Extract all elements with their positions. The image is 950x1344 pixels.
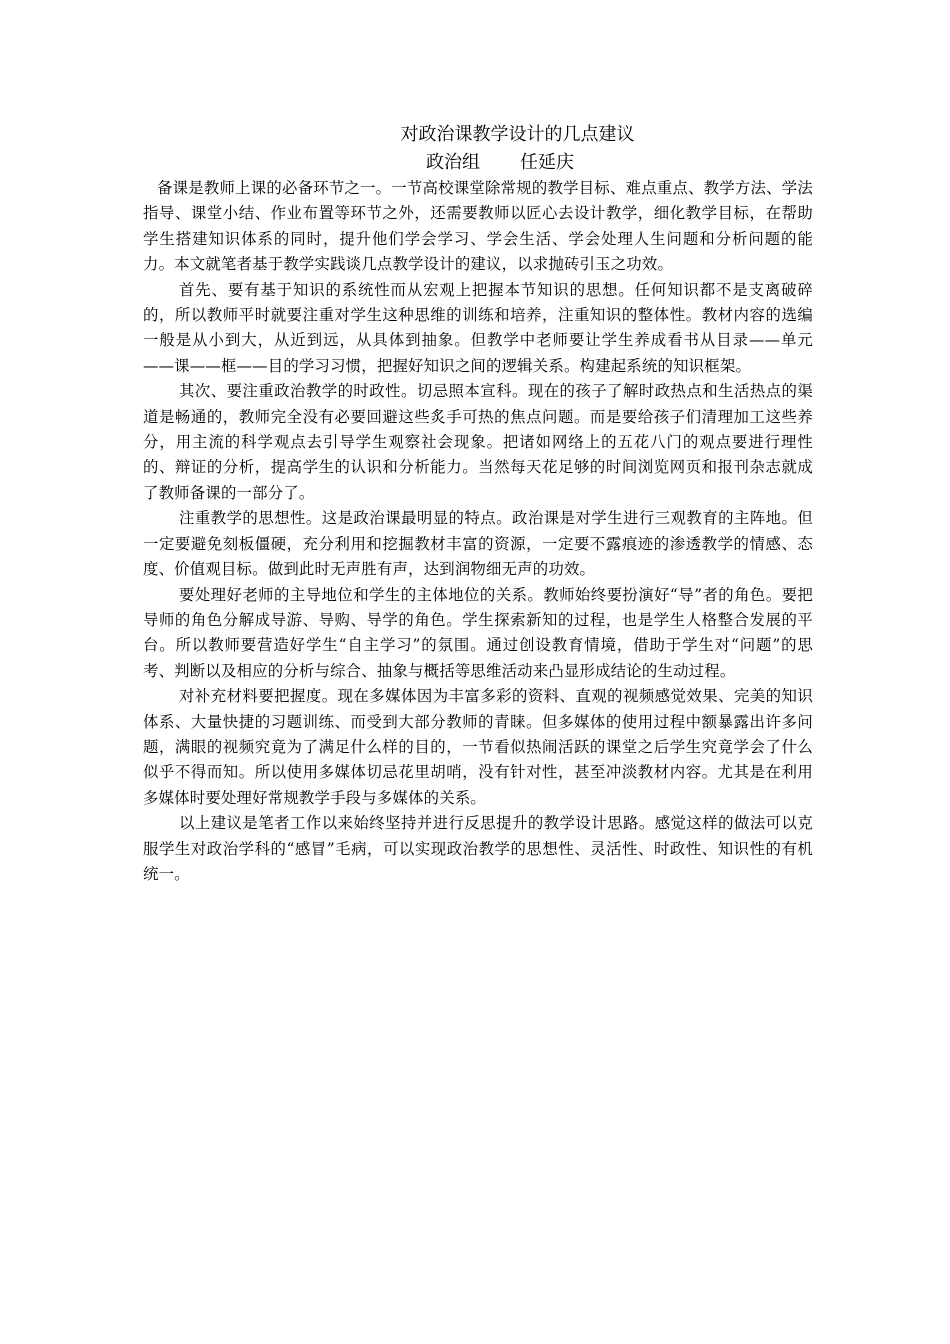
document-title: 对政治课教学设计的几点建议 bbox=[400, 124, 635, 145]
author-name: 任延庆 bbox=[520, 152, 574, 173]
paragraph-intro: 备课是教师上课的必备环节之一。一节高校课堂除常规的教学目标、难点重点、教学方法、学法指导、课堂小结、作业布置等环节之外，还需要教师以匠心去设计教学，细化教学目标，在帮助学生搭建知识体系的同时，提升他们学会学习、学会生活、学会处理人生问题和分析问题的能力。本文就笔者基于教学实践谈几点教学设计的建议，以求抛砖引玉之功效。 bbox=[143, 179, 813, 274]
paragraph-ideological: 注重教学的思想性。这是政治课最明显的特点。政治课是对学生进行三观教育的主阵地。但一定要避免刻板僵硬，充分利用和挖掘教材丰富的资源，一定要不露痕迹的渗透教学的情感、态度、价值观目标。做到此时无声胜有声，达到润物细无声的功效。 bbox=[143, 509, 813, 579]
paragraph-supplementary-material: 对补充材料要把握度。现在多媒体因为丰富多彩的资料、直观的视频感觉效果、完美的知识体系、大量快捷的习题训练、而受到大部分教师的青睐。但多媒体的使用过程中额暴露出许多问题，满眼的视频究竟为了满足什么样的目的，一节看似热闹活跃的课堂之后学生究竟学会了什么似乎不得而知。所以使用多媒体切忌花里胡哨，没有针对性，甚至冲淡教材内容。尤其是在利用多媒体时要处理好常规教学手段与多媒体的关系。 bbox=[143, 687, 813, 807]
document-body bbox=[143, 176, 813, 887]
paragraph-systematic: 首先、要有基于知识的系统性而从宏观上把握本节知识的思想。任何知识都不是支离破碎的，所以教师平时就要注重对学生这种思维的训练和培养，注重知识的整体性。教材内容的选编一般是从小到大，从近到远，从具体到抽象。但教学中老师要让学生养成看书从目录——单元——课——框——目的学习习惯，把握好知识之间的逻辑关系。构建起系统的知识框架。 bbox=[143, 280, 813, 375]
author-group: 政治组 bbox=[426, 152, 480, 173]
paragraph-teacher-student: 要处理好老师的主导地位和学生的主体地位的关系。教师始终要扮演好“导”者的角色。要把导师的角色分解成导游、导购、导学的角色。学生探索新知的过程，也是学生人格整合发展的平台。所以教师要营造好学生“自主学习”的氛围。通过创设教育情境，借助于学生对“问题”的思考、判断以及相应的分析与综合、抽象与概括等思维活动来凸显形成结论的生动过程。 bbox=[143, 585, 813, 680]
author-line bbox=[0, 149, 950, 177]
paragraph-current-affairs: 其次、要注重政治教学的时政性。切忌照本宣科。现在的孩子了解时政热点和生活热点的渠道是畅通的，教师完全没有必要回避这些炙手可热的焦点问题。而是要给孩子们清理加工这些养分，用主流的科学观点去引导学生观察社会现象。把诸如网络上的五花八门的观点要进行理性的、辩证的分析，提高学生的认识和分析能力。当然每天花足够的时间浏览网页和报刊杂志就成了教师备课的一部分了。 bbox=[143, 382, 813, 502]
paragraph-conclusion: 以上建议是笔者工作以来始终坚持并进行反思提升的教学设计思路。感觉这样的做法可以克服学生对政治学科的“感冒”毛病，可以实现政治教学的思想性、灵活性、时政性、知识性的有机统一。 bbox=[143, 814, 813, 883]
document-header bbox=[0, 121, 950, 177]
